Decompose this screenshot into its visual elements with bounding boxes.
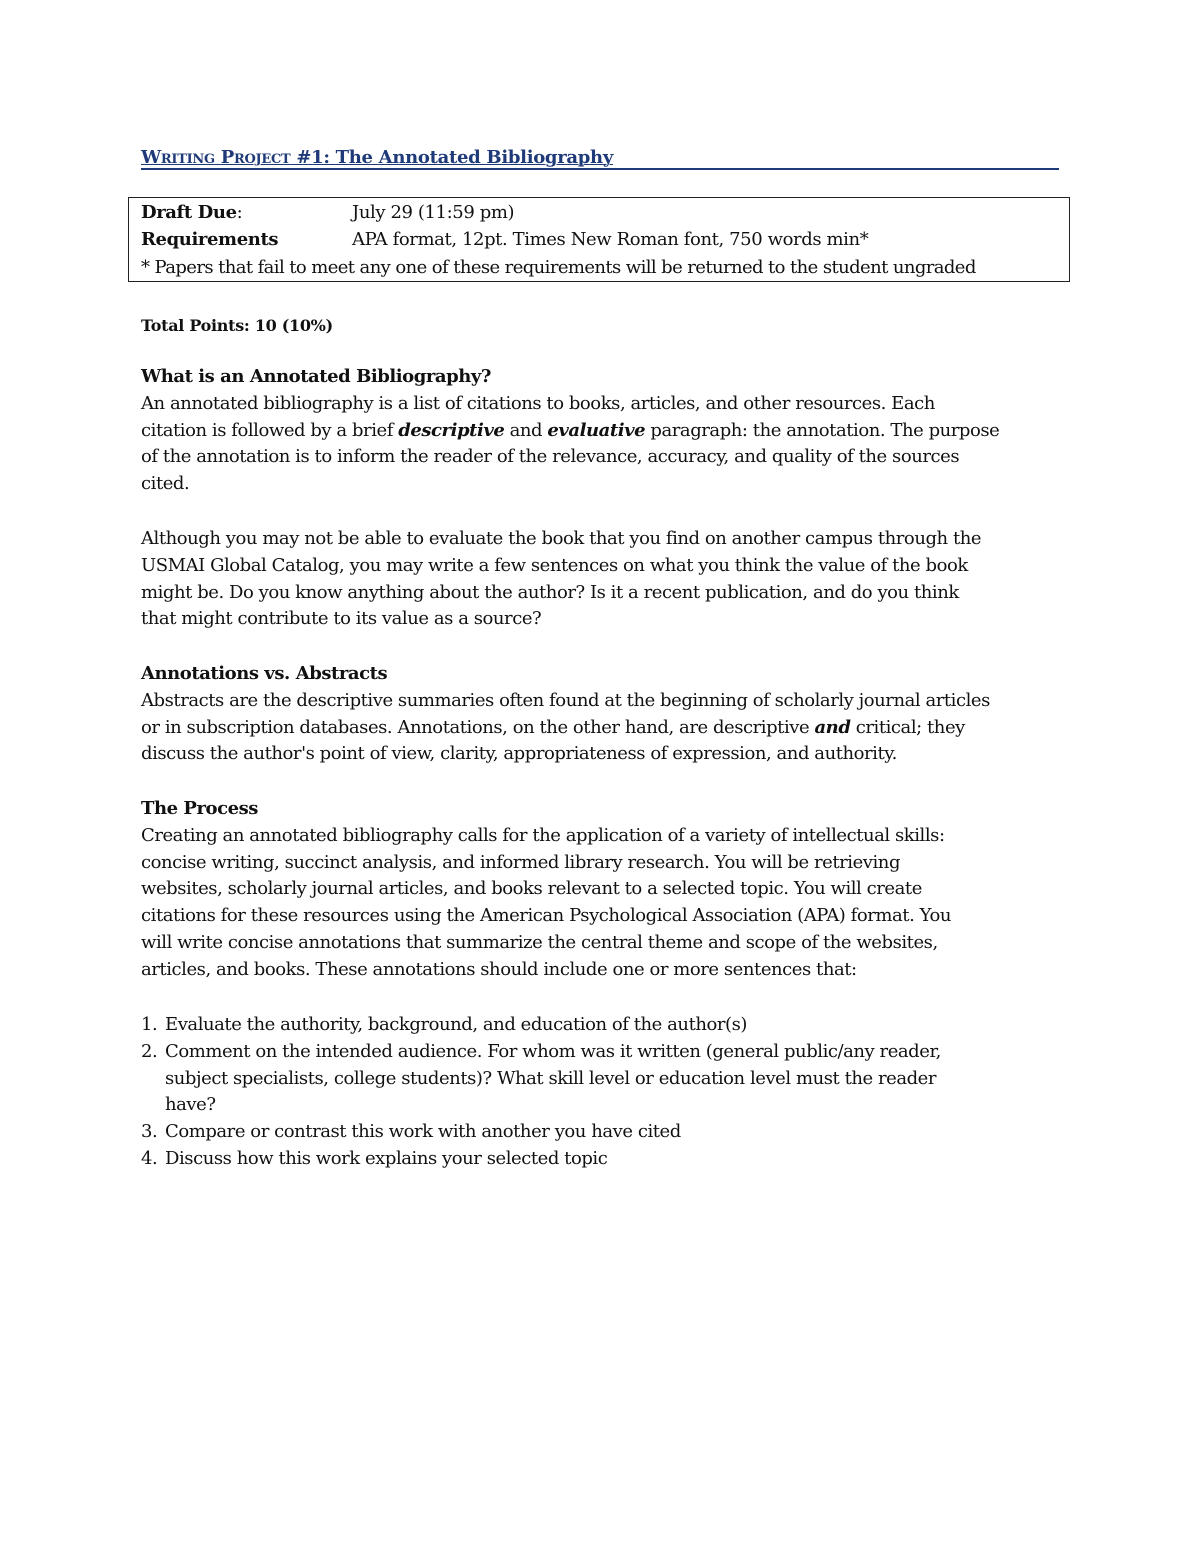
title-cap-p: P	[220, 147, 234, 168]
paragraph-line: articles, and books. These annotations should include one or more sentences that:	[141, 958, 857, 980]
paragraph-line: cited.	[141, 473, 190, 495]
list-number: 1.	[141, 1014, 158, 1035]
section-heading-annotations: Annotations vs. Abstracts	[141, 663, 388, 684]
paragraph-line	[141, 418, 1071, 445]
emphasis-and: and	[814, 716, 851, 738]
paragraph-line: USMAI Global Catalog, you may write a few sentences on what you think the value of the book	[141, 554, 968, 576]
list-item-text: Evaluate the authority, background, and education of the author(s)	[165, 1014, 747, 1035]
numbered-list	[141, 1012, 1071, 1173]
paragraph-line: that might contribute to its value as a source?	[141, 608, 542, 630]
draft-due-colon: :	[236, 202, 243, 223]
list-item-text: Comment on the intended audience. For whom was it written (general public/any reader,	[165, 1040, 941, 1062]
draft-due-row	[141, 202, 514, 223]
list-number: 3.	[141, 1121, 158, 1143]
section-heading-what-is: What is an Annotated Bibliography?	[141, 366, 491, 387]
list-item-text: subject specialists, college students)? What skill level or education level must the reader	[165, 1067, 937, 1089]
title-rest: #1: The Annotated Bibliography	[290, 147, 614, 168]
requirements-row	[141, 229, 868, 250]
list-item	[141, 1012, 1071, 1039]
text-run: and	[504, 419, 548, 441]
section-process	[141, 796, 1071, 984]
paragraph-line: Abstracts are the descriptive summaries often found at the beginning of scholarly journal articles	[141, 689, 990, 711]
paragraph-line: citations for these resources using the American Psychological Association (APA) format. You	[141, 905, 952, 927]
list-number: 2.	[141, 1040, 158, 1062]
text-run: or in subscription databases. Annotations, on the other hand, are descriptive	[141, 716, 815, 738]
title-smallcaps-project: roject	[233, 147, 291, 168]
list-item-text: Compare or contrast this work with another you have cited	[165, 1121, 681, 1143]
title-smallcaps-writing: riting	[160, 147, 215, 168]
paragraph-line: discuss the author's point of view, clarity, appropriateness of expression, and authority.	[141, 743, 897, 765]
list-item	[141, 1146, 1071, 1173]
section-what-is	[141, 364, 1071, 498]
draft-due-value: July 29 (11:59 pm)	[352, 202, 515, 223]
requirements-label: Requirements	[141, 229, 279, 250]
paragraph-line: websites, scholarly journal articles, and books relevant to a selected topic. You will create	[141, 878, 922, 900]
paragraph-line: concise writing, succinct analysis, and informed library research. You will be retrieving	[141, 851, 901, 873]
list-item	[141, 1039, 1071, 1119]
list-item	[141, 1119, 1071, 1146]
text-run: paragraph: the annotation. The purpose	[645, 419, 1000, 441]
draft-due-label: Draft Due	[141, 202, 237, 223]
list-number: 4.	[141, 1147, 158, 1169]
paragraph-line: Although you may not be able to evaluate the book that you find on another campus through the	[141, 528, 982, 549]
total-points: Total Points: 10 (10%)	[141, 316, 333, 335]
text-run: critical; they	[850, 716, 965, 738]
requirements-value: APA format, 12pt. Times New Roman font, 750 words min*	[352, 229, 869, 250]
text-run: citation is followed by a brief	[141, 419, 399, 441]
paragraph-usmai	[141, 526, 1071, 633]
title-rule	[141, 144, 1059, 170]
draft-due-label-wrap	[141, 202, 352, 223]
emphasis-evaluative: evaluative	[547, 419, 646, 441]
paragraph-line: will write concise annotations that summarize the central theme and scope of the websites,	[141, 931, 938, 953]
list-item-text: have?	[165, 1094, 216, 1116]
list-item-text: Discuss how this work explains your selected topic	[165, 1147, 608, 1169]
paragraph-line: of the annotation is to inform the reader of the relevance, accuracy, and quality of the sources	[141, 446, 960, 468]
requirements-note: * Papers that fail to meet any one of these requirements will be returned to the student ungraded	[141, 257, 976, 278]
emphasis-descriptive: descriptive	[398, 419, 505, 441]
page-title	[141, 147, 613, 168]
section-heading-process: The Process	[141, 798, 258, 819]
title-cap-w: W	[141, 147, 161, 168]
paragraph-line: might be. Do you know anything about the author? Is it a recent publication, and do you think	[141, 581, 959, 603]
paragraph-line: An annotated bibliography is a list of citations to books, articles, and other resources. Each	[141, 392, 935, 414]
requirements-box	[128, 197, 1070, 282]
paragraph-line	[141, 715, 1071, 742]
section-annotations-vs-abstracts	[141, 661, 1071, 768]
paragraph-line: Creating an annotated bibliography calls for the application of a variety of intellectual skills:	[141, 824, 945, 846]
